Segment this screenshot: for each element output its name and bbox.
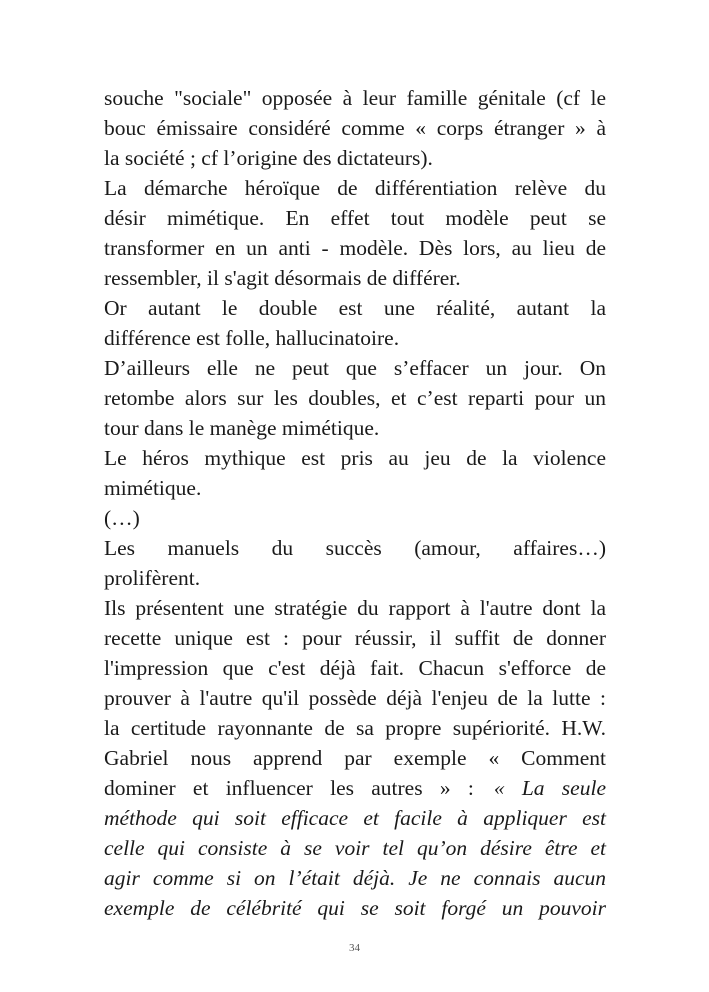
italic-text-line: méthode qui soit efficace et facile à appliquer est	[104, 806, 606, 830]
text-line: ressembler, il s'agit désormais de différer.	[104, 266, 461, 290]
text-line: Le héros mythique est pris au jeu de la violence	[104, 446, 606, 470]
text-segment: dominer et influencer les autres » :	[104, 776, 474, 800]
text-line: l'impression que c'est déjà fait. Chacun s'efforce de	[104, 656, 606, 680]
italic-quote-start: « La seule	[493, 776, 606, 800]
text-line: différence est folle, hallucinatoire.	[104, 326, 400, 350]
text-line: prouver à l'autre qu'il possède déjà l'enjeu de la lutte :	[104, 686, 606, 710]
text-line: retombe alors sur les doubles, et c’est reparti pour un	[104, 386, 606, 410]
text-line: bouc émissaire considéré comme « corps étranger » à	[104, 116, 606, 140]
text-line: prolifèrent.	[104, 566, 201, 590]
italic-text-line: agir comme si on l’était déjà. Je ne connais aucun	[104, 866, 606, 890]
text-line: Les manuels du succès (amour, affaires…)	[104, 536, 606, 560]
italic-text-line: exemple de célébrité qui se soit forgé un pouvoir	[104, 896, 606, 920]
text-line: Ils présentent une stratégie du rapport à l'autre dont la	[104, 596, 606, 620]
text-line: désir mimétique. En effet tout modèle peut se	[104, 206, 606, 230]
text-line: recette unique est : pour réussir, il suffit de donner	[104, 626, 606, 650]
text-line-mixed	[104, 773, 606, 803]
text-line: Or autant le double est une réalité, autant la	[104, 296, 606, 320]
text-line: tour dans le manège mimétique.	[104, 416, 380, 440]
text-line: la société ; cf l’origine des dictateurs).	[104, 146, 433, 170]
text-line: (…)	[104, 506, 140, 530]
text-line: La démarche héroïque de différentiation relève du	[104, 176, 606, 200]
text-line: D’ailleurs elle ne peut que s’effacer un jour. On	[104, 356, 606, 380]
text-line: Gabriel nous apprend par exemple « Comment	[104, 746, 606, 770]
text-line: la certitude rayonnante de sa propre supériorité. H.W.	[104, 716, 606, 740]
text-line: transformer en un anti - modèle. Dès lors, au lieu de	[104, 236, 606, 260]
text-line: souche "sociale" opposée à leur famille génitale (cf le	[104, 86, 606, 110]
italic-text-line: celle qui consiste à se voir tel qu’on désire être et	[104, 836, 606, 860]
text-line: mimétique.	[104, 476, 202, 500]
document-body	[104, 83, 606, 923]
page-number: 34	[349, 942, 360, 954]
